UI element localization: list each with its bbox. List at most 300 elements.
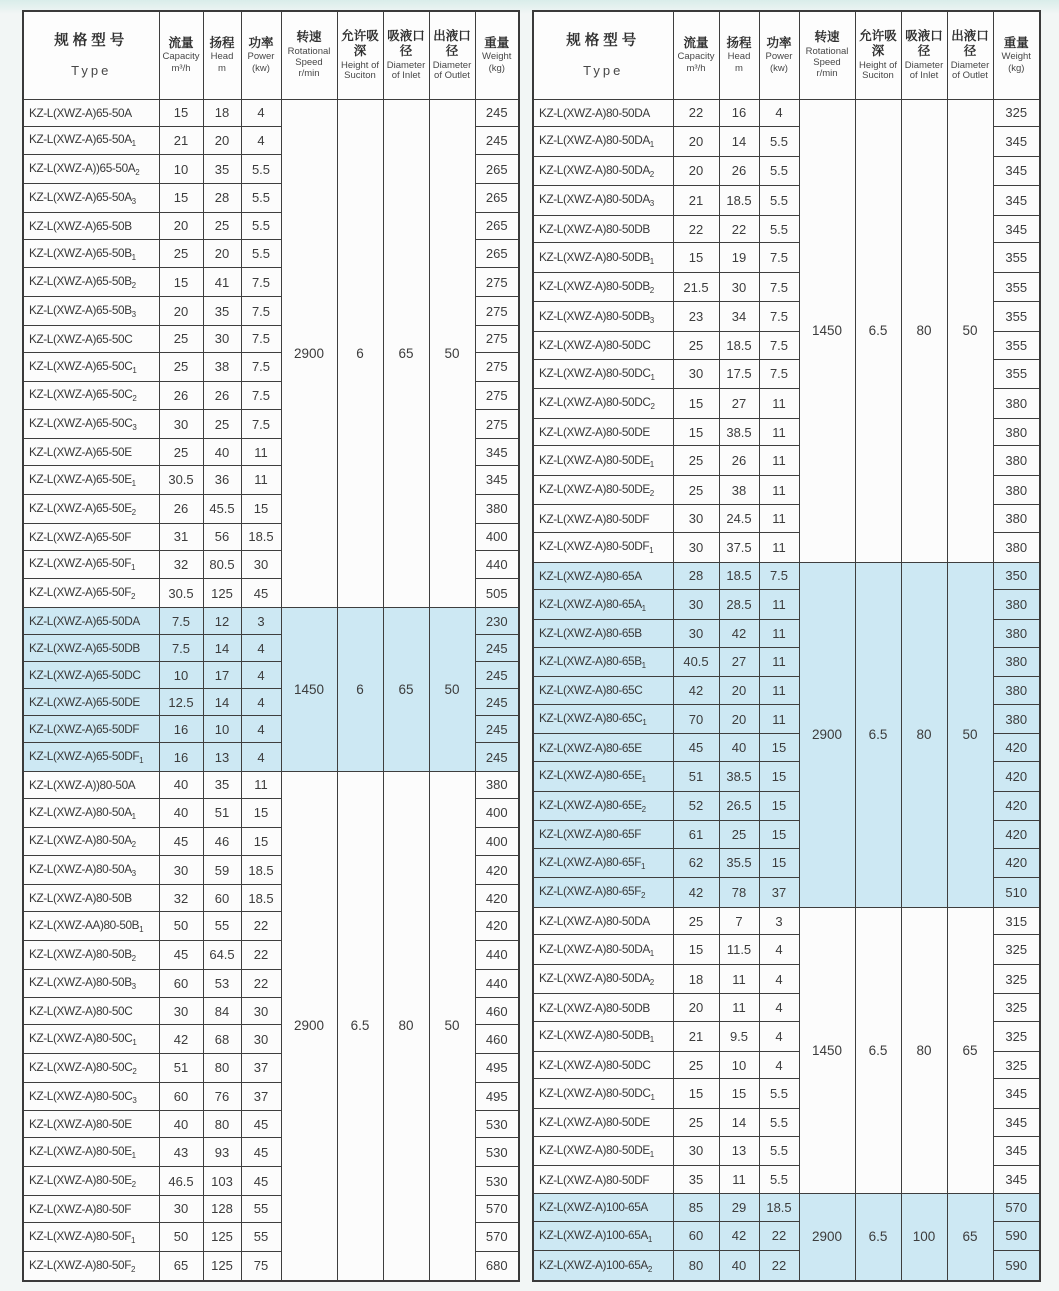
inlet-diameter-cell: 100 xyxy=(901,1193,947,1281)
capacity-cell: 25 xyxy=(673,331,719,359)
head-cell: 59 xyxy=(203,856,241,885)
capacity-cell: 45 xyxy=(159,827,203,856)
power-cell: 15 xyxy=(759,762,799,791)
weight-cell: 495 xyxy=(475,1082,519,1111)
weight-cell: 275 xyxy=(475,268,519,297)
head-cell: 14 xyxy=(719,1108,759,1136)
header-weight: 重量 Weight (kg) xyxy=(475,11,519,99)
capacity-cell: 25 xyxy=(159,439,203,466)
head-cell: 30 xyxy=(719,272,759,301)
head-cell: 14 xyxy=(719,127,759,156)
power-cell: 4 xyxy=(759,99,799,127)
power-cell: 4 xyxy=(241,689,281,716)
power-cell: 11 xyxy=(759,533,799,562)
capacity-cell: 30 xyxy=(673,533,719,562)
capacity-cell: 46.5 xyxy=(159,1167,203,1196)
model-cell: $KZ-L(XWZ-A)80-50DA_1$ xyxy=(533,935,673,964)
model-cell: $KZ-L(XWZ-A)80-50B_3$ xyxy=(23,969,159,998)
head-cell: 27 xyxy=(719,647,759,676)
model-cell: $KZ-L(XWZ-A)65-50F_1$ xyxy=(23,550,159,579)
capacity-cell: 65 xyxy=(159,1251,203,1281)
model-cell: KZ-L(XWZ-A))80-50A xyxy=(23,771,159,798)
model-cell: KZ-L(XWZ-A)80-50DF xyxy=(533,1166,673,1194)
head-cell: 13 xyxy=(719,1136,759,1165)
head-cell: 18 xyxy=(203,99,241,126)
speed-cell: 2900 xyxy=(799,1193,855,1281)
power-cell: 45 xyxy=(241,1138,281,1167)
header-outlet-diameter: 出液口径 Diameter of Outlet xyxy=(947,11,993,99)
capacity-cell: 7.5 xyxy=(159,608,203,635)
power-cell: 37 xyxy=(241,1082,281,1111)
model-cell: $KZ-L(XWZ-A)100-65A_1$ xyxy=(533,1221,673,1250)
model-cell: $KZ-L(XWZ-A)80-50F_2$ xyxy=(23,1251,159,1281)
power-cell: 11 xyxy=(241,466,281,495)
power-cell: 7.5 xyxy=(759,243,799,272)
head-cell: 84 xyxy=(203,998,241,1025)
head-cell: 11 xyxy=(719,1166,759,1194)
capacity-cell: 16 xyxy=(159,743,203,772)
weight-cell: 230 xyxy=(475,608,519,635)
suction-height-cell: 6 xyxy=(337,608,383,772)
power-cell: 11 xyxy=(759,619,799,647)
header-head: 扬程 Head m xyxy=(719,11,759,99)
power-cell: 11 xyxy=(241,439,281,466)
power-cell: 4 xyxy=(241,635,281,662)
weight-cell: 355 xyxy=(993,331,1040,359)
capacity-cell: 15 xyxy=(159,183,203,212)
model-cell: KZ-L(XWZ-A)80-50DB xyxy=(533,215,673,243)
capacity-cell: 20 xyxy=(159,297,203,326)
power-cell: 5.5 xyxy=(241,155,281,184)
speed-cell: 1450 xyxy=(799,99,855,562)
power-cell: 5.5 xyxy=(241,183,281,212)
weight-cell: 420 xyxy=(475,885,519,912)
weight-cell: 380 xyxy=(993,704,1040,733)
head-cell: 24.5 xyxy=(719,505,759,533)
power-cell: 55 xyxy=(241,1195,281,1222)
capacity-cell: 85 xyxy=(673,1193,719,1221)
head-cell: 9.5 xyxy=(719,1022,759,1051)
head-cell: 128 xyxy=(203,1195,241,1222)
power-cell: 55 xyxy=(241,1222,281,1251)
weight-cell: 345 xyxy=(993,186,1040,215)
weight-cell: 380 xyxy=(475,494,519,523)
power-cell: 11 xyxy=(759,446,799,475)
power-cell: 5.5 xyxy=(759,1108,799,1136)
power-cell: 4 xyxy=(759,1051,799,1079)
weight-cell: 345 xyxy=(993,215,1040,243)
weight-cell: 570 xyxy=(475,1222,519,1251)
header-suction-height: 允许吸深 Height of Suciton xyxy=(337,11,383,99)
head-cell: 10 xyxy=(719,1051,759,1079)
head-cell: 80.5 xyxy=(203,550,241,579)
head-cell: 35 xyxy=(203,155,241,184)
weight-cell: 355 xyxy=(993,272,1040,301)
weight-cell: 380 xyxy=(993,418,1040,446)
capacity-cell: 21 xyxy=(673,186,719,215)
head-cell: 14 xyxy=(203,635,241,662)
weight-cell: 265 xyxy=(475,212,519,239)
power-cell: 5.5 xyxy=(759,156,799,185)
capacity-cell: 15 xyxy=(159,268,203,297)
head-cell: 38.5 xyxy=(719,762,759,791)
model-cell: KZ-L(XWZ-A)80-65E xyxy=(533,734,673,762)
inlet-diameter-cell: 65 xyxy=(383,608,429,772)
weight-cell: 245 xyxy=(475,99,519,126)
capacity-cell: 45 xyxy=(673,734,719,762)
weight-cell: 355 xyxy=(993,302,1040,331)
model-cell: $KZ-L(XWZ-A)80-50DC_1$ xyxy=(533,359,673,388)
inlet-diameter-cell: 80 xyxy=(901,907,947,1193)
head-cell: 18.5 xyxy=(719,186,759,215)
suction-height-cell: 6.5 xyxy=(855,907,901,1193)
model-cell: $KZ-L(XWZ-AA)80-50B_1$ xyxy=(23,912,159,941)
capacity-cell: 26 xyxy=(159,494,203,523)
model-cell: $KZ-L(XWZ-A)65-50A_3$ xyxy=(23,183,159,212)
capacity-cell: 40 xyxy=(159,771,203,798)
power-cell: 37 xyxy=(759,878,799,907)
header-type xyxy=(23,11,159,99)
model-cell: $KZ-L(XWZ-A)65-50F_2$ xyxy=(23,579,159,608)
head-cell: 7 xyxy=(719,907,759,935)
power-cell: 22 xyxy=(241,969,281,998)
capacity-cell: 25 xyxy=(673,1108,719,1136)
head-cell: 28 xyxy=(203,183,241,212)
head-cell: 42 xyxy=(719,619,759,647)
inlet-diameter-cell: 80 xyxy=(901,99,947,562)
power-cell: 5.5 xyxy=(241,212,281,239)
capacity-cell: 60 xyxy=(159,1082,203,1111)
table-header xyxy=(533,11,1040,99)
head-cell: 93 xyxy=(203,1138,241,1167)
header-power: 功率 Power (kw) xyxy=(241,11,281,99)
capacity-cell: 32 xyxy=(159,885,203,912)
head-cell: 80 xyxy=(203,1111,241,1138)
capacity-cell: 16 xyxy=(159,716,203,743)
weight-cell: 325 xyxy=(993,1051,1040,1079)
power-cell: 15 xyxy=(759,848,799,877)
model-cell: $KZ-L(XWZ-A)80-50C_3$ xyxy=(23,1082,159,1111)
suction-height-cell: 6 xyxy=(337,99,383,608)
weight-cell: 380 xyxy=(993,647,1040,676)
model-cell: $KZ-L(XWZ-A)80-65F_1$ xyxy=(533,848,673,877)
model-cell: $KZ-L(XWZ-A)80-65B_1$ xyxy=(533,647,673,676)
weight-cell: 345 xyxy=(993,127,1040,156)
weight-cell: 380 xyxy=(993,533,1040,562)
header-speed: 转速 Rotational Speed r/min xyxy=(281,11,337,99)
head-cell: 103 xyxy=(203,1167,241,1196)
capacity-cell: 15 xyxy=(673,935,719,964)
power-cell: 4 xyxy=(241,743,281,772)
outlet-diameter-cell: 65 xyxy=(947,907,993,1193)
model-cell: $KZ-L(XWZ-A)65-50C_2$ xyxy=(23,381,159,410)
head-cell: 22 xyxy=(719,215,759,243)
power-cell: 45 xyxy=(241,579,281,608)
model-cell: KZ-L(XWZ-A)65-50F xyxy=(23,523,159,550)
weight-cell: 275 xyxy=(475,352,519,381)
model-cell: $KZ-L(XWZ-A)80-50DC_1$ xyxy=(533,1079,673,1108)
header-capacity: 流量 Capacity m³/h xyxy=(673,11,719,99)
power-cell: 37 xyxy=(241,1054,281,1083)
weight-cell: 275 xyxy=(475,410,519,439)
power-cell: 18.5 xyxy=(241,856,281,885)
capacity-cell: 35 xyxy=(673,1166,719,1194)
weight-cell: 420 xyxy=(475,912,519,941)
weight-cell: 400 xyxy=(475,827,519,856)
model-cell: KZ-L(XWZ-A)65-50DB xyxy=(23,635,159,662)
head-cell: 13 xyxy=(203,743,241,772)
model-cell: $KZ-L(XWZ-A)65-50B_2$ xyxy=(23,268,159,297)
model-cell: $KZ-L(XWZ-A)65-50DF_1$ xyxy=(23,743,159,772)
weight-cell: 275 xyxy=(475,297,519,326)
model-cell: $KZ-L(XWZ-A)80-50DE_2$ xyxy=(533,475,673,504)
head-cell: 25 xyxy=(203,212,241,239)
table-body-right xyxy=(533,99,1040,1281)
capacity-cell: 20 xyxy=(673,156,719,185)
table-header xyxy=(23,11,519,99)
power-cell: 7.5 xyxy=(241,325,281,352)
capacity-cell: 25 xyxy=(159,325,203,352)
model-cell: $KZ-L(XWZ-A)65-50B_1$ xyxy=(23,239,159,268)
model-cell: $KZ-L(XWZ-A)80-50C_2$ xyxy=(23,1054,159,1083)
capacity-cell: 21.5 xyxy=(673,272,719,301)
weight-cell: 680 xyxy=(475,1251,519,1281)
head-cell: 20 xyxy=(719,704,759,733)
model-cell: $KZ-L(XWZ-A)80-50DE_1$ xyxy=(533,1136,673,1165)
capacity-cell: 30 xyxy=(673,505,719,533)
suction-height-cell: 6.5 xyxy=(855,1193,901,1281)
weight-cell: 345 xyxy=(475,466,519,495)
head-cell: 46 xyxy=(203,827,241,856)
weight-cell: 345 xyxy=(993,1108,1040,1136)
suction-height-cell: 6.5 xyxy=(337,771,383,1281)
model-cell: $KZ-L(XWZ-A)65-50C_1$ xyxy=(23,352,159,381)
capacity-cell: 40 xyxy=(159,1111,203,1138)
model-cell: KZ-L(XWZ-A)65-50E xyxy=(23,439,159,466)
capacity-cell: 60 xyxy=(159,969,203,998)
model-cell: KZ-L(XWZ-A)65-50DA xyxy=(23,608,159,635)
power-cell: 4 xyxy=(241,716,281,743)
head-cell: 45.5 xyxy=(203,494,241,523)
model-cell: $KZ-L(XWZ-A)80-50A_1$ xyxy=(23,798,159,827)
model-cell: $KZ-L(XWZ-A)80-50DB_1$ xyxy=(533,1022,673,1051)
head-cell: 53 xyxy=(203,969,241,998)
capacity-cell: 15 xyxy=(673,389,719,418)
spec-table-left xyxy=(22,10,520,1282)
spec-row xyxy=(533,907,1040,935)
inlet-diameter-cell: 80 xyxy=(383,771,429,1281)
capacity-cell: 10 xyxy=(159,155,203,184)
outlet-diameter-cell: 50 xyxy=(429,771,475,1281)
model-cell: $KZ-L(XWZ-A)80-50A_2$ xyxy=(23,827,159,856)
weight-cell: 420 xyxy=(993,821,1040,849)
capacity-cell: 15 xyxy=(673,1079,719,1108)
weight-cell: 570 xyxy=(993,1193,1040,1221)
capacity-cell: 42 xyxy=(673,677,719,705)
power-cell: 5.5 xyxy=(241,239,281,268)
weight-cell: 400 xyxy=(475,523,519,550)
header-outlet-diameter: 出液口径 Diameter of Outlet xyxy=(429,11,475,99)
model-cell: $KZ-L(XWZ-A)80-65E_1$ xyxy=(533,762,673,791)
weight-cell: 380 xyxy=(993,590,1040,619)
power-cell: 22 xyxy=(241,940,281,969)
capacity-cell: 26 xyxy=(159,381,203,410)
weight-cell: 380 xyxy=(993,677,1040,705)
weight-cell: 530 xyxy=(475,1167,519,1196)
table-body-left xyxy=(23,99,519,1281)
weight-cell: 460 xyxy=(475,1025,519,1054)
header-head: 扬程 Head m xyxy=(203,11,241,99)
model-cell: $KZ-L(XWZ-A)65-50A_1$ xyxy=(23,126,159,155)
power-cell: 4 xyxy=(759,964,799,993)
model-cell: $KZ-L(XWZ-A)80-50C_1$ xyxy=(23,1025,159,1054)
model-cell: KZ-L(XWZ-A)80-50DE xyxy=(533,418,673,446)
weight-cell: 380 xyxy=(993,446,1040,475)
head-cell: 17.5 xyxy=(719,359,759,388)
header-type-cn: 规格型号 xyxy=(54,32,129,49)
model-cell: KZ-L(XWZ-A)100-65A xyxy=(533,1193,673,1221)
capacity-cell: 50 xyxy=(159,912,203,941)
model-cell: KZ-L(XWZ-A)65-50DF xyxy=(23,716,159,743)
weight-cell: 245 xyxy=(475,716,519,743)
weight-cell: 590 xyxy=(993,1251,1040,1281)
power-cell: 7.5 xyxy=(759,331,799,359)
capacity-cell: 30 xyxy=(159,856,203,885)
capacity-cell: 43 xyxy=(159,1138,203,1167)
capacity-cell: 30 xyxy=(159,410,203,439)
power-cell: 7.5 xyxy=(759,302,799,331)
model-cell: KZ-L(XWZ-A)65-50DC xyxy=(23,662,159,689)
head-cell: 78 xyxy=(719,878,759,907)
model-cell: KZ-L(XWZ-A)80-50DA xyxy=(533,907,673,935)
head-cell: 125 xyxy=(203,1251,241,1281)
weight-cell: 380 xyxy=(993,619,1040,647)
head-cell: 40 xyxy=(203,439,241,466)
weight-cell: 265 xyxy=(475,155,519,184)
power-cell: 11 xyxy=(241,771,281,798)
head-cell: 56 xyxy=(203,523,241,550)
weight-cell: 420 xyxy=(993,734,1040,762)
capacity-cell: 40.5 xyxy=(673,647,719,676)
model-cell: KZ-L(XWZ-A)80-50B xyxy=(23,885,159,912)
power-cell: 4 xyxy=(759,994,799,1022)
weight-cell: 325 xyxy=(993,935,1040,964)
weight-cell: 345 xyxy=(475,439,519,466)
model-cell: $KZ-L(XWZ-A)80-65E_2$ xyxy=(533,791,673,820)
weight-cell: 420 xyxy=(993,762,1040,791)
power-cell: 11 xyxy=(759,505,799,533)
weight-cell: 400 xyxy=(475,798,519,827)
speed-cell: 1450 xyxy=(799,907,855,1193)
capacity-cell: 30 xyxy=(159,998,203,1025)
capacity-cell: 51 xyxy=(673,762,719,791)
model-cell: $KZ-L(XWZ-A)80-50DB_1$ xyxy=(533,243,673,272)
head-cell: 28.5 xyxy=(719,590,759,619)
capacity-cell: 62 xyxy=(673,848,719,877)
model-cell: $KZ-L(XWZ-A)80-50DA_3$ xyxy=(533,186,673,215)
speed-cell: 2900 xyxy=(281,99,337,608)
model-cell: KZ-L(XWZ-A)80-65B xyxy=(533,619,673,647)
power-cell: 7.5 xyxy=(759,272,799,301)
weight-cell: 440 xyxy=(475,550,519,579)
power-cell: 7.5 xyxy=(241,352,281,381)
capacity-cell: 32 xyxy=(159,550,203,579)
capacity-cell: 30 xyxy=(673,590,719,619)
model-cell: $KZ-L(XWZ-A)80-50A_3$ xyxy=(23,856,159,885)
model-cell: $KZ-L(XWZ-A))65-50A_2$ xyxy=(23,155,159,184)
model-cell: $KZ-L(XWZ-A)80-50DE_1$ xyxy=(533,446,673,475)
model-cell: $KZ-L(XWZ-A)80-50E_2$ xyxy=(23,1167,159,1196)
weight-cell: 245 xyxy=(475,126,519,155)
power-cell: 4 xyxy=(759,935,799,964)
power-cell: 5.5 xyxy=(759,1136,799,1165)
head-cell: 35 xyxy=(203,297,241,326)
power-cell: 7.5 xyxy=(241,297,281,326)
spec-row xyxy=(533,562,1040,590)
model-cell: KZ-L(XWZ-A)80-50DF xyxy=(533,505,673,533)
speed-cell: 2900 xyxy=(799,562,855,907)
outlet-diameter-cell: 50 xyxy=(947,99,993,562)
capacity-cell: 25 xyxy=(159,239,203,268)
header-speed: 转速 Rotational Speed r/min xyxy=(799,11,855,99)
head-cell: 35.5 xyxy=(719,848,759,877)
power-cell: 5.5 xyxy=(759,127,799,156)
capacity-cell: 50 xyxy=(159,1222,203,1251)
power-cell: 5.5 xyxy=(759,186,799,215)
head-cell: 11 xyxy=(719,964,759,993)
model-cell: KZ-L(XWZ-A)80-50C xyxy=(23,998,159,1025)
weight-cell: 420 xyxy=(475,856,519,885)
head-cell: 15 xyxy=(719,1079,759,1108)
capacity-cell: 70 xyxy=(673,704,719,733)
head-cell: 40 xyxy=(719,734,759,762)
model-cell: $KZ-L(XWZ-A)80-50E_1$ xyxy=(23,1138,159,1167)
model-cell: $KZ-L(XWZ-A)80-50DC_2$ xyxy=(533,389,673,418)
power-cell: 22 xyxy=(759,1251,799,1281)
capacity-cell: 30.5 xyxy=(159,579,203,608)
power-cell: 7.5 xyxy=(241,381,281,410)
head-cell: 20 xyxy=(203,126,241,155)
power-cell: 18.5 xyxy=(759,1193,799,1221)
header-inlet-diameter: 吸液口径 Diameter of Inlet xyxy=(901,11,947,99)
model-cell: KZ-L(XWZ-A)80-65C xyxy=(533,677,673,705)
capacity-cell: 42 xyxy=(159,1025,203,1054)
head-cell: 25 xyxy=(203,410,241,439)
head-cell: 34 xyxy=(719,302,759,331)
capacity-cell: 61 xyxy=(673,821,719,849)
capacity-cell: 80 xyxy=(673,1251,719,1281)
power-cell: 11 xyxy=(759,677,799,705)
capacity-cell: 31 xyxy=(159,523,203,550)
weight-cell: 530 xyxy=(475,1138,519,1167)
head-cell: 11.5 xyxy=(719,935,759,964)
head-cell: 35 xyxy=(203,771,241,798)
head-cell: 26.5 xyxy=(719,791,759,820)
weight-cell: 345 xyxy=(993,1136,1040,1165)
model-cell: KZ-L(XWZ-A)65-50DE xyxy=(23,689,159,716)
weight-cell: 325 xyxy=(993,99,1040,127)
weight-cell: 420 xyxy=(993,791,1040,820)
weight-cell: 380 xyxy=(475,771,519,798)
model-cell: KZ-L(XWZ-A)80-50E xyxy=(23,1111,159,1138)
head-cell: 11 xyxy=(719,994,759,1022)
head-cell: 29 xyxy=(719,1193,759,1221)
weight-cell: 505 xyxy=(475,579,519,608)
capacity-cell: 10 xyxy=(159,662,203,689)
suction-height-cell: 6.5 xyxy=(855,99,901,562)
model-cell: $KZ-L(XWZ-A)80-50DF_1$ xyxy=(533,533,673,562)
model-cell: KZ-L(XWZ-A)80-50DC xyxy=(533,331,673,359)
